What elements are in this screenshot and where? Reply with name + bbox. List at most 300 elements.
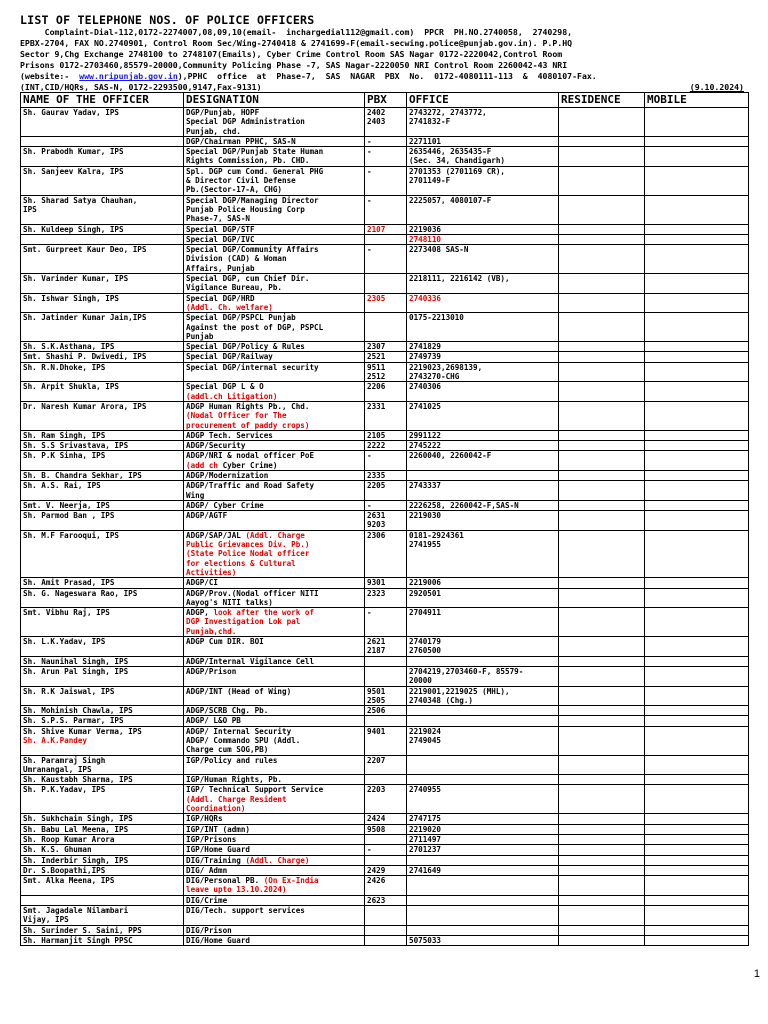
cell-text: 2219001,2219025 (MHL), 2740348 (Chg.) (409, 686, 510, 705)
pbx-cell (365, 775, 407, 785)
cell-text: Special DGP/HRD (186, 293, 255, 303)
designation-cell (184, 824, 365, 834)
cell-text: - (367, 245, 372, 255)
cell-text: 2741025 (409, 401, 442, 411)
officer-name: Sh. Surinder S. Saini, PPS (23, 925, 142, 935)
table-row (21, 834, 749, 844)
office-cell (407, 108, 559, 137)
residence-cell (559, 245, 645, 274)
residence-cell (559, 451, 645, 471)
cell-text: (Addl. Ch. welfare) (186, 302, 273, 312)
officer-name: Sh. Varinder Kumar, IPS (23, 274, 129, 284)
cell-text: ADGP/AGTF (186, 511, 228, 521)
designation-cell (184, 755, 365, 775)
residence-cell (559, 224, 645, 234)
officer-name: Sh. R.K Jaiswal, IPS (23, 686, 115, 696)
designation-cell (184, 814, 365, 824)
table-row (21, 895, 749, 905)
designation-cell (184, 834, 365, 844)
mobile-cell (645, 845, 749, 855)
designation-cell (184, 430, 365, 440)
officer-name: Smt. Vibhu Raj, IPS (23, 608, 110, 618)
table-row (21, 195, 749, 224)
office-cell (407, 382, 559, 402)
cell-text: 2219023,2698139, 2743270-CHG (409, 362, 483, 382)
designation-cell (184, 726, 365, 755)
mobile-cell (645, 865, 749, 875)
cell-text: 2105 (367, 430, 386, 440)
cell-text: 9501 2505 (367, 686, 386, 705)
cell-text: 2743337 (409, 481, 442, 491)
cell-text: 2402 2403 (367, 108, 386, 127)
officer-name-cell (21, 895, 184, 905)
pbx-cell (365, 834, 407, 844)
officer-name-cell (21, 845, 184, 855)
cell-text: DGP/Chairman PPHC, SAS-N (186, 136, 296, 146)
officer-name: Sh. Inderbir Singh, IPS (23, 855, 129, 865)
officer-name: Sh. Naunihal Singh, IPS (23, 656, 129, 666)
cell-text: 2704911 (409, 608, 442, 618)
officer-name: Sh. Paramraj Singh Umranangal, IPS (23, 755, 106, 774)
officer-name-cell (21, 656, 184, 666)
officer-name-cell (21, 362, 184, 382)
mobile-cell (645, 382, 749, 402)
officer-name: Dr. S.Boopathi,IPS (23, 865, 106, 875)
table-row (21, 430, 749, 440)
table-row (21, 686, 749, 706)
office-cell (407, 430, 559, 440)
office-cell (407, 726, 559, 755)
cell-text: 2749739 (409, 352, 442, 362)
officer-name-cell (21, 637, 184, 657)
cell-text: ADGP/Internal Vigilance Cell (186, 656, 315, 666)
residence-cell (559, 925, 645, 935)
officer-name-cell (21, 686, 184, 706)
table-row (21, 451, 749, 471)
residence-cell (559, 511, 645, 531)
officer-name-cell (21, 876, 184, 896)
table-row (21, 530, 749, 577)
column-header-office: OFFICE (407, 93, 559, 108)
cell-text: (addl.ch Litigation) (186, 391, 278, 401)
cell-text: IGP/HQRs (186, 814, 223, 824)
officer-name: Sh. S.S Srivastava, IPS (23, 441, 129, 451)
cell-text: 2206 (367, 382, 386, 392)
table-row (21, 814, 749, 824)
cell-text: Special DGP L & O (186, 382, 264, 392)
officer-name: Smt. Gurpreet Kaur Deo, IPS (23, 245, 147, 255)
cell-text: 2741829 (409, 342, 442, 352)
designation-cell (184, 245, 365, 274)
cell-text: 2271101 (409, 136, 442, 146)
mobile-cell (645, 451, 749, 471)
officer-name-cell (21, 481, 184, 501)
pbx-cell (365, 147, 407, 167)
table-row (21, 401, 749, 430)
cell-text: IGP/ Technical Support Service (186, 785, 324, 795)
officer-name: Sh. Gaurav Yadav, IPS (23, 108, 120, 117)
designation-cell (184, 706, 365, 716)
table-row (21, 224, 749, 234)
cell-text: ADGP/SCRB Chg. Pb. (186, 706, 269, 716)
residence-cell (559, 755, 645, 775)
designation-cell (184, 686, 365, 706)
cell-text: 2745222 (409, 441, 442, 451)
officer-name-cell (21, 834, 184, 844)
cell-text: ADGP/Modernization (186, 470, 269, 480)
officer-name: Sh. Arpit Shukla, IPS (23, 382, 120, 392)
officer-name-cell (21, 401, 184, 430)
residence-cell (559, 500, 645, 510)
cell-text: ADGP/SAP/JAL (186, 530, 246, 540)
residence-cell (559, 775, 645, 785)
residence-cell (559, 274, 645, 294)
officer-name: Sh. Sanjeev Kalra, IPS (23, 166, 124, 176)
table-header-row (21, 93, 749, 108)
office-cell (407, 686, 559, 706)
pbx-cell (365, 726, 407, 755)
officer-name: Sh. Roop Kumar Arora (23, 834, 115, 844)
residence-cell (559, 855, 645, 865)
designation-cell (184, 342, 365, 352)
cell-text: ADGP, (186, 608, 214, 618)
designation-cell (184, 845, 365, 855)
pbx-cell (365, 451, 407, 471)
cell-text: 0175-2213010 (409, 313, 464, 323)
table-row (21, 578, 749, 588)
mobile-cell (645, 608, 749, 637)
pbx-cell (365, 234, 407, 244)
mobile-cell (645, 293, 749, 313)
cell-text: - (367, 608, 372, 618)
cell-text: 2711497 (409, 834, 442, 844)
officer-name: Sh. Mohinish Chawla, IPS (23, 706, 133, 716)
cell-text: 2740336 (409, 293, 442, 303)
cell-text: Special DGP/STF (186, 224, 255, 234)
mobile-cell (645, 637, 749, 657)
cell-text: - (367, 147, 372, 157)
officer-name-cell (21, 234, 184, 244)
cell-text: 2621 2187 (367, 637, 386, 656)
cell-text: 2424 (367, 814, 386, 824)
officer-name: Sh. Babu Lal Meena, IPS (23, 824, 129, 834)
cell-text: (Addl. Charge Public Grievances Div. Pb.) (State Police Nodal officer for elections & Cultural Activities) (186, 530, 310, 577)
table-row (21, 481, 749, 501)
officer-name: Sh. R.N.Dhoke, IPS (23, 362, 106, 372)
office-cell (407, 666, 559, 686)
document-title: LIST OF TELEPHONE NOS. OF POLICE OFFICERS (20, 13, 315, 27)
cell-text: 2743272, 2743772, 2741832-F (409, 108, 487, 127)
residence-cell (559, 481, 645, 501)
pbx-cell (365, 906, 407, 926)
officer-name: Smt. Jagadale Nilambari Vijay, IPS (23, 906, 129, 925)
mobile-cell (645, 578, 749, 588)
officer-name-cell (21, 195, 184, 224)
office-cell (407, 716, 559, 726)
pbx-cell (365, 814, 407, 824)
residence-cell (559, 352, 645, 362)
residence-cell (559, 313, 645, 342)
cell-text: Special DGP/IVC (186, 234, 255, 244)
designation-cell (184, 775, 365, 785)
header-website-line (20, 71, 748, 82)
office-cell (407, 352, 559, 362)
table-row (21, 666, 749, 686)
cell-text: ADGP/Security (186, 441, 246, 451)
pbx-cell (365, 224, 407, 234)
officer-name-cell (21, 578, 184, 588)
officer-name-cell (21, 666, 184, 686)
cell-text: ADGP/ Internal Security ADGP/ Commando SPU (Addl. Charge cum SOG,PB) (186, 726, 301, 755)
officer-name: Sh. A.S. Rai, IPS (23, 481, 101, 491)
cell-text: Special DGP/Punjab State Human Rights Commission, Pb. CHD. (186, 147, 324, 166)
table-row (21, 108, 749, 137)
mobile-cell (645, 441, 749, 451)
header-last-line: (INT,CID/HQRs, SAS-N, 0172-2293500,9147,Fax-9131) (20, 82, 262, 93)
column-header-residence: RESIDENCE (559, 93, 645, 108)
mobile-cell (645, 500, 749, 510)
officer-name: Sh. P.K.Yadav, IPS (23, 785, 106, 795)
mobile-cell (645, 706, 749, 716)
pbx-cell (365, 245, 407, 274)
mobile-cell (645, 108, 749, 137)
officer-name-cell (21, 147, 184, 167)
officer-name: Smt. Alka Meena, IPS (23, 876, 115, 886)
table-row (21, 441, 749, 451)
contact-header (20, 27, 748, 94)
table-row (21, 352, 749, 362)
table-row (21, 234, 749, 244)
residence-cell (559, 716, 645, 726)
office-cell (407, 588, 559, 608)
office-cell (407, 470, 559, 480)
designation-cell (184, 234, 365, 244)
mobile-cell (645, 530, 749, 577)
officer-name-cell (21, 706, 184, 716)
pbx-cell (365, 470, 407, 480)
table-row (21, 925, 749, 935)
website-link[interactable]: www.nripunjab.gov.in (79, 71, 178, 82)
designation-cell (184, 608, 365, 637)
cell-text: 2205 (367, 481, 386, 491)
residence-cell (559, 136, 645, 146)
residence-cell (559, 470, 645, 480)
officer-name-cell (21, 755, 184, 775)
table-row (21, 245, 749, 274)
cell-text: Special DGP/internal security (186, 362, 319, 372)
pbx-cell (365, 588, 407, 608)
pbx-cell (365, 352, 407, 362)
office-cell (407, 195, 559, 224)
website-suffix: ),PPHC office at Phase-7, SAS NAGAR PBX No. 0172-4080111-113 & 4080107-Fax. (177, 71, 597, 82)
officer-name: Sh. P.K Sinha, IPS (23, 451, 106, 461)
cell-text: 2701237 (409, 845, 442, 855)
designation-cell (184, 224, 365, 234)
designation-cell (184, 481, 365, 501)
cell-text: Special DGP, cum Chief Dir. Vigilance Bureau, Pb. (186, 274, 310, 293)
officer-name-cell (21, 470, 184, 480)
mobile-cell (645, 588, 749, 608)
designation-cell (184, 108, 365, 137)
cell-text: 2429 (367, 865, 386, 875)
cell-text: ADGP/INT (Head of Wing) (186, 686, 292, 696)
mobile-cell (645, 834, 749, 844)
officer-name: Sh. K.S. Ghuman (23, 845, 92, 855)
office-cell (407, 530, 559, 577)
pbx-cell (365, 656, 407, 666)
officer-name: Sh. Ishwar Singh, IPS (23, 293, 120, 303)
mobile-cell (645, 274, 749, 294)
residence-cell (559, 845, 645, 855)
office-cell (407, 865, 559, 875)
cell-text: DIG/ Admn (186, 865, 228, 875)
mobile-cell (645, 726, 749, 755)
cell-text: - (367, 845, 372, 855)
table-row (21, 716, 749, 726)
page-number: 1 (753, 968, 760, 980)
mobile-cell (645, 224, 749, 234)
pbx-cell (365, 845, 407, 855)
cell-text: 2748110 (409, 234, 442, 244)
column-header-name: NAME OF THE OFFICER (21, 93, 184, 108)
officer-name-cell (21, 530, 184, 577)
officer-name-cell (21, 855, 184, 865)
officer-name: Sh. Sukhchain Singh, IPS (23, 814, 133, 824)
designation-cell (184, 876, 365, 896)
cell-text: (add ch (186, 460, 223, 470)
officer-name: Dr. Naresh Kumar Arora, IPS (23, 401, 147, 411)
residence-cell (559, 865, 645, 875)
office-cell (407, 500, 559, 510)
residence-cell (559, 382, 645, 402)
officer-name-cell (21, 935, 184, 945)
mobile-cell (645, 755, 749, 775)
residence-cell (559, 441, 645, 451)
residence-cell (559, 706, 645, 716)
residence-cell (559, 895, 645, 905)
office-cell (407, 834, 559, 844)
cell-text: ADGP/ L&O PB (186, 716, 241, 726)
cell-text: 2740955 (409, 785, 442, 795)
pbx-cell (365, 935, 407, 945)
cell-text: 2323 (367, 588, 386, 598)
mobile-cell (645, 906, 749, 926)
residence-cell (559, 656, 645, 666)
designation-cell (184, 865, 365, 875)
officers-table-body (21, 108, 749, 946)
cell-text: 2331 (367, 401, 386, 411)
designation-cell (184, 274, 365, 294)
mobile-cell (645, 775, 749, 785)
cell-text: 9511 2512 (367, 362, 386, 382)
mobile-cell (645, 935, 749, 945)
officer-name: Sh. G. Nageswara Rao, IPS (23, 588, 138, 598)
cell-text: Special DGP/Railway (186, 352, 273, 362)
officer-name-cell (21, 245, 184, 274)
officer-name-cell (21, 608, 184, 637)
designation-cell (184, 136, 365, 146)
cell-text: IGP/Policy and rules (186, 755, 278, 765)
table-row (21, 706, 749, 716)
officer-name: Sh. Arun Pal Singh, IPS (23, 666, 129, 676)
officer-name-cell (21, 925, 184, 935)
office-cell (407, 401, 559, 430)
cell-text: 2305 (367, 293, 386, 303)
cell-text: 2222 (367, 441, 386, 451)
officer-name: Sh. Sharad Satya Chauhan, IPS (23, 195, 138, 214)
mobile-cell (645, 342, 749, 352)
officer-name: Sh. Kuldeep Singh, IPS (23, 224, 124, 234)
pbx-cell (365, 274, 407, 294)
cell-text: 2631 9203 (367, 511, 386, 530)
officer-name-cell (21, 451, 184, 471)
officer-name-cell (21, 814, 184, 824)
cell-text: 2306 (367, 530, 386, 540)
mobile-cell (645, 470, 749, 480)
table-row (21, 382, 749, 402)
residence-cell (559, 108, 645, 137)
table-row (21, 824, 749, 834)
pbx-cell (365, 441, 407, 451)
cell-text: 2107 (367, 224, 386, 234)
residence-cell (559, 824, 645, 834)
mobile-cell (645, 716, 749, 726)
officer-name-cell (21, 224, 184, 234)
cell-text: 2219030 (409, 511, 442, 521)
cell-text: - (367, 195, 372, 205)
residence-cell (559, 785, 645, 814)
officer-name-cell (21, 352, 184, 362)
table-row (21, 775, 749, 785)
officer-name-cell (21, 313, 184, 342)
mobile-cell (645, 686, 749, 706)
officer-name-cell (21, 274, 184, 294)
residence-cell (559, 666, 645, 686)
office-cell (407, 224, 559, 234)
cell-text: DIG/Home Guard (186, 935, 251, 945)
designation-cell (184, 147, 365, 167)
office-cell (407, 608, 559, 637)
cell-text: 2219020 (409, 824, 442, 834)
office-cell (407, 578, 559, 588)
officer-name-cell (21, 166, 184, 195)
office-cell (407, 656, 559, 666)
designation-cell (184, 588, 365, 608)
cell-text: DIG/Tech. support services (186, 906, 305, 916)
officer-name: Sh. Ram Singh, IPS (23, 430, 106, 440)
office-cell (407, 845, 559, 855)
residence-cell (559, 530, 645, 577)
mobile-cell (645, 313, 749, 342)
cell-text: IGP/Prisons (186, 834, 237, 844)
mobile-cell (645, 401, 749, 430)
office-cell (407, 935, 559, 945)
cell-text: 2226258, 2260042-F,SAS-N (409, 500, 519, 510)
cell-text: 2740179 2760500 (409, 637, 442, 656)
mobile-cell (645, 855, 749, 865)
pbx-cell (365, 108, 407, 137)
officer-name: Sh. Shive Kumar Verma, IPS (23, 726, 142, 736)
table-row (21, 500, 749, 510)
table-row (21, 470, 749, 480)
officer-name: Sh. Harmanjit Singh PPSC (23, 935, 133, 945)
officer-name: Sh. S.P.S. Parmar, IPS (23, 716, 124, 726)
cell-text: 2506 (367, 706, 386, 716)
designation-cell (184, 352, 365, 362)
table-row (21, 342, 749, 352)
designation-cell (184, 578, 365, 588)
residence-cell (559, 906, 645, 926)
